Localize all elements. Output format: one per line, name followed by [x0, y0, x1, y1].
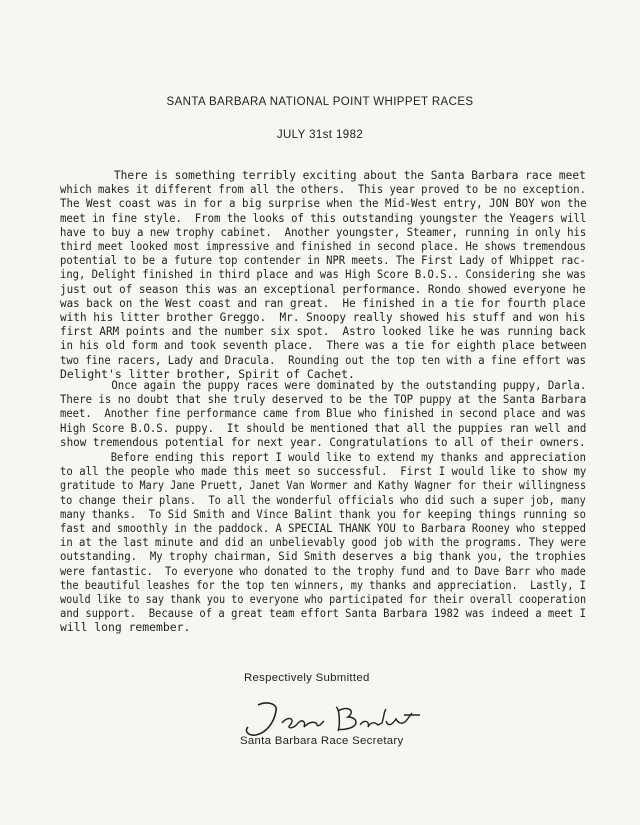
- text-line: ing, Delight finished in third place and was High Score B.O.S.. Considering she was: [60, 267, 586, 282]
- document-date: JULY 31st 1982: [276, 129, 364, 141]
- document-title: SANTA BARBARA NATIONAL POINT WHIPPET RACES: [166, 95, 474, 109]
- text-line: and support. Because of a great team effort Santa Barbara 1982 was indeed a meet I: [60, 606, 586, 621]
- text-line: Once again the puppy races were dominated by the outstanding puppy, Darla.: [60, 378, 587, 392]
- text-line: Before ending this report I would like to extend my thanks and appreciation: [60, 450, 586, 464]
- signer-title: Santa Barbara Race Secretary: [240, 735, 404, 747]
- text-line: There is no doubt that she truly deserved to be the TOP puppy at the Santa Barbara: [60, 392, 587, 407]
- text-line: two fine racers, Lady and Dracula. Rounding out the top ten with a fine effort was: [60, 352, 586, 367]
- text-line: would like to say thank you to everyone who participated for their overall cooperation: [60, 592, 587, 607]
- text-line: outstanding. My trophy chairman, Sid Smith deserves a big thank you, the trophies: [60, 549, 587, 564]
- text-line: first ARM points and the number six spot. Astro looked like he was running back: [60, 324, 586, 339]
- text-line: show tremendous potential for next year. Congratulations to all of their owners.: [60, 434, 586, 449]
- closing-line: Respectively Submitted: [244, 672, 370, 684]
- paragraph-thanks: [60, 450, 586, 635]
- paragraph-race-results: [60, 168, 586, 381]
- text-line: many thanks. To Sid Smith and Vince Balint thank you for keeping things running so: [60, 506, 586, 521]
- paragraph-puppy-races: [60, 378, 586, 449]
- text-line: to change their plans. To all the wonderful officials who did such a super job, many: [60, 492, 586, 507]
- text-line: in at the last minute and did an unbelievably good job with the programs. They were: [60, 535, 586, 550]
- text-line: just out of season this was an exceptional performance. Rondo showed everyone he: [60, 281, 586, 296]
- text-line: Delight's litter brother, Spirit of Cachet.: [60, 366, 355, 381]
- text-line: meet. Another fine performance came from Blue who finished in second place and was: [60, 406, 586, 421]
- text-line: potential to be a future top contender in NPR meets. The First Lady of Whippet rac-: [60, 253, 586, 268]
- text-line: with his litter brother Greggo. Mr. Snoopy really showed his stuff and won his: [60, 310, 586, 325]
- text-line: were fantastic. To everyone who donated to the trophy fund and to Dave Barr who made: [60, 563, 586, 578]
- text-line: will long remember.: [60, 620, 191, 635]
- text-line: to all the people who made this meet so successful. First I would like to show my: [60, 464, 587, 479]
- text-line: High Score B.O.S. puppy. It should be mentioned that all the puppies ran well and: [60, 420, 587, 435]
- text-line: The West coast was in for a big surprise when the Mid-West entry, JON BOY won the: [60, 196, 587, 211]
- text-line: in his old form and took seventh place. There was a tie for eighth place between: [60, 338, 587, 353]
- text-line: meet in fine style. From the looks of this outstanding youngster the Yeagers will: [60, 210, 587, 225]
- text-line: which makes it different from all the others. This year proved to be no exception.: [60, 182, 586, 197]
- text-line: fast and smoothly in the paddock. A SPECIAL THANK YOU to Barbara Rooney who stepped: [60, 521, 586, 536]
- text-line: gratitude to Mary Jane Pruett, Janet Van Wormer and Kathy Wagner for their willingness: [60, 478, 587, 493]
- text-line: third meet looked most impressive and finished in second place. He shows tremendous: [60, 239, 586, 254]
- text-line: the beautiful leashes for the top ten winners, my thanks and appreciation. Lastly, I: [60, 577, 586, 592]
- text-line: There is something terribly exciting about the Santa Barbara race meet: [60, 168, 586, 182]
- text-line: have to buy a new trophy cabinet. Another youngster, Steamer, running in only his: [60, 224, 587, 239]
- text-line: was back on the West coast and ran great. He finished in a tie for fourth place: [60, 295, 586, 310]
